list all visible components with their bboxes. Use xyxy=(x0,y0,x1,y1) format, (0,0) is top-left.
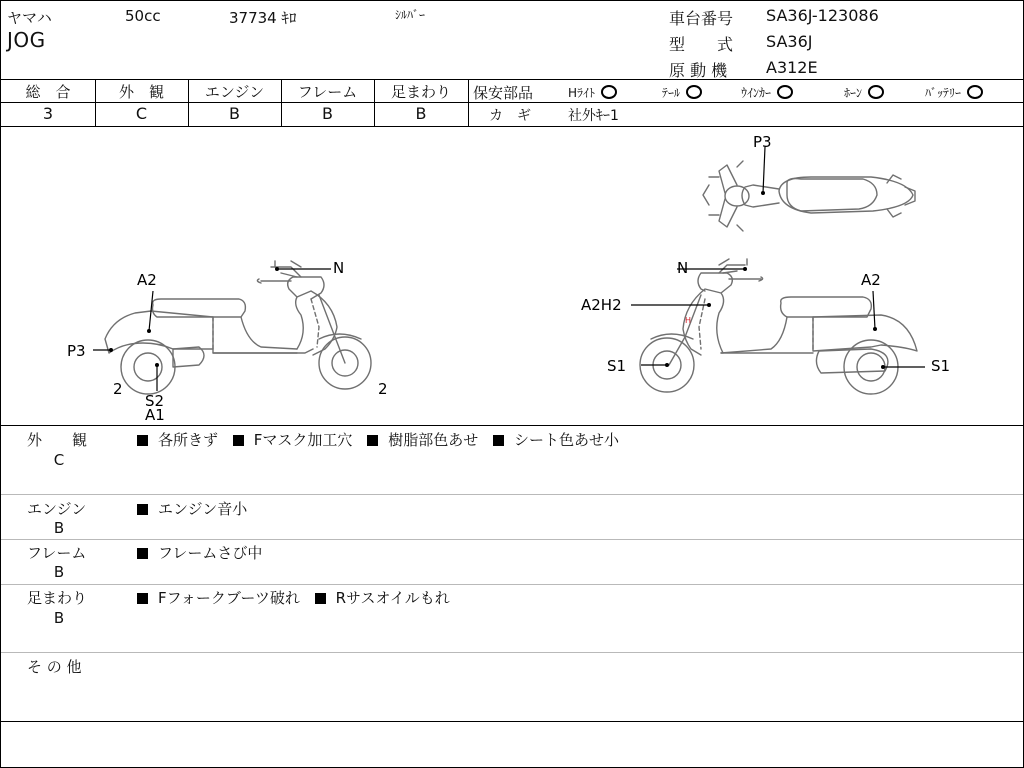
rule-col5 xyxy=(468,79,469,126)
engine-value: A312E xyxy=(766,58,818,77)
model-name: JOG xyxy=(7,28,46,52)
label-left-p3: P3 xyxy=(67,342,86,360)
note-frame-item-1: フレームさび中 xyxy=(158,544,263,562)
bullet-icon xyxy=(137,593,148,604)
safety-item-tail xyxy=(662,84,702,101)
headlight-ok-icon xyxy=(601,85,617,99)
note-frame-items xyxy=(137,542,262,563)
mileage: 37734 ｷﾛ xyxy=(229,9,297,27)
label-left-2b: 2 xyxy=(378,380,388,398)
type-value: SA36J xyxy=(766,32,813,51)
grade-header-exterior: 外 観 xyxy=(118,83,164,101)
note-engine-items xyxy=(137,498,247,519)
winker-label: ｳｲﾝｶｰ xyxy=(741,86,772,100)
note-exterior-items xyxy=(137,429,619,450)
note-engine-item-1: エンジン音小 xyxy=(158,500,248,518)
label-left-n: N xyxy=(333,259,345,277)
engine-label: 原 動 機 xyxy=(669,61,728,80)
bullet-icon xyxy=(137,548,148,559)
leader-right-a2 xyxy=(873,291,875,329)
note-engine-grade: B xyxy=(53,519,65,537)
rule-notes-bottom xyxy=(1,721,1023,722)
rule-notes-2 xyxy=(1,539,1023,540)
note-exterior-item-4: シート色あせ小 xyxy=(514,431,620,449)
safety-parts-title: 保安部品 xyxy=(473,84,534,102)
note-suspension-items xyxy=(137,587,450,608)
horn-ok-icon xyxy=(868,85,884,99)
rule-top xyxy=(1,79,1023,80)
type-label: 型 式 xyxy=(669,35,734,54)
frame-number-label: 車台番号 xyxy=(669,9,734,28)
horn-label: ﾎｰﾝ xyxy=(844,86,863,100)
grade-header-suspension: 足まわり xyxy=(390,83,451,101)
label-left-2a: 2 xyxy=(113,380,123,398)
tail-label: ﾃｰﾙ xyxy=(662,86,681,100)
battery-ok-icon xyxy=(967,85,983,99)
bullet-icon xyxy=(137,435,148,446)
note-suspension-item-2: Rサスオイルもれ xyxy=(335,589,450,607)
grade-header-frame: フレーム xyxy=(297,83,358,101)
note-exterior-item-2: Fマスク加工穴 xyxy=(253,431,353,449)
damage-diagram xyxy=(1,127,1023,425)
rule-mid-right xyxy=(468,102,1023,103)
label-right-n: N xyxy=(677,259,689,277)
note-exterior-grade: C xyxy=(53,451,65,469)
label-left-a2: A2 xyxy=(137,271,157,289)
safety-item-horn xyxy=(844,84,884,101)
note-exterior-title: 外 観 xyxy=(27,431,88,449)
winker-ok-icon xyxy=(777,85,793,99)
rule-notes-1 xyxy=(1,494,1023,495)
note-frame-grade: B xyxy=(53,563,65,581)
grade-value-exterior: C xyxy=(135,104,148,123)
color: ｼﾙﾊﾞｰ xyxy=(395,8,426,22)
note-suspension-title: 足まわり xyxy=(27,589,88,607)
grade-value-overall: 3 xyxy=(42,104,54,123)
label-right-s1a: S1 xyxy=(607,357,627,375)
rule-notes-top xyxy=(1,425,1023,426)
rule-notes-3 xyxy=(1,584,1023,585)
safety-item-battery xyxy=(925,84,983,101)
rule-notes-4 xyxy=(1,652,1023,653)
top-view-scooter xyxy=(703,161,915,231)
label-right-a2: A2 xyxy=(861,271,881,289)
grade-header-overall: 総 合 xyxy=(25,83,71,101)
maker: ヤマハ xyxy=(7,9,52,27)
note-exterior-item-3: 樹脂部色あせ xyxy=(388,431,479,449)
label-top-p3: P3 xyxy=(753,133,772,151)
label-right-s1b: S1 xyxy=(931,357,951,375)
note-exterior-item-1: 各所きず xyxy=(158,431,219,449)
frame-number: SA36J-123086 xyxy=(766,6,879,25)
rule-mid-left xyxy=(1,102,468,103)
tail-ok-icon xyxy=(686,85,702,99)
note-frame-title: フレーム xyxy=(27,544,87,562)
bullet-icon xyxy=(367,435,378,446)
bullet-icon xyxy=(493,435,504,446)
safety-item-headlight xyxy=(568,84,617,101)
grade-value-suspension: B xyxy=(415,104,427,123)
key-label: カ ギ xyxy=(489,108,531,124)
bullet-icon xyxy=(137,504,148,515)
bullet-icon xyxy=(233,435,244,446)
displacement: 50cc xyxy=(125,7,161,25)
label-left-a1: A1 xyxy=(145,406,165,424)
grade-value-engine: B xyxy=(229,104,240,123)
grade-header-engine: エンジン xyxy=(204,83,265,101)
note-suspension-grade: B xyxy=(53,609,65,627)
battery-label: ﾊﾞｯﾃﾘｰ xyxy=(925,86,962,100)
note-other-title: そ の 他 xyxy=(27,658,82,676)
grade-value-frame: B xyxy=(322,104,333,123)
headlight-label: Hﾗｲﾄ xyxy=(568,86,596,100)
bullet-icon xyxy=(315,593,326,604)
note-engine-title: エンジン xyxy=(27,500,87,518)
note-suspension-item-1: Fフォークブーツ破れ xyxy=(158,589,300,607)
label-left-s2: S2 xyxy=(145,392,165,410)
safety-item-winker xyxy=(741,84,793,101)
key-value: 社外ｷｰ1 xyxy=(568,108,619,124)
label-right-a2h2: A2H2 xyxy=(581,296,622,314)
label-right-h-mark: H xyxy=(685,316,692,325)
